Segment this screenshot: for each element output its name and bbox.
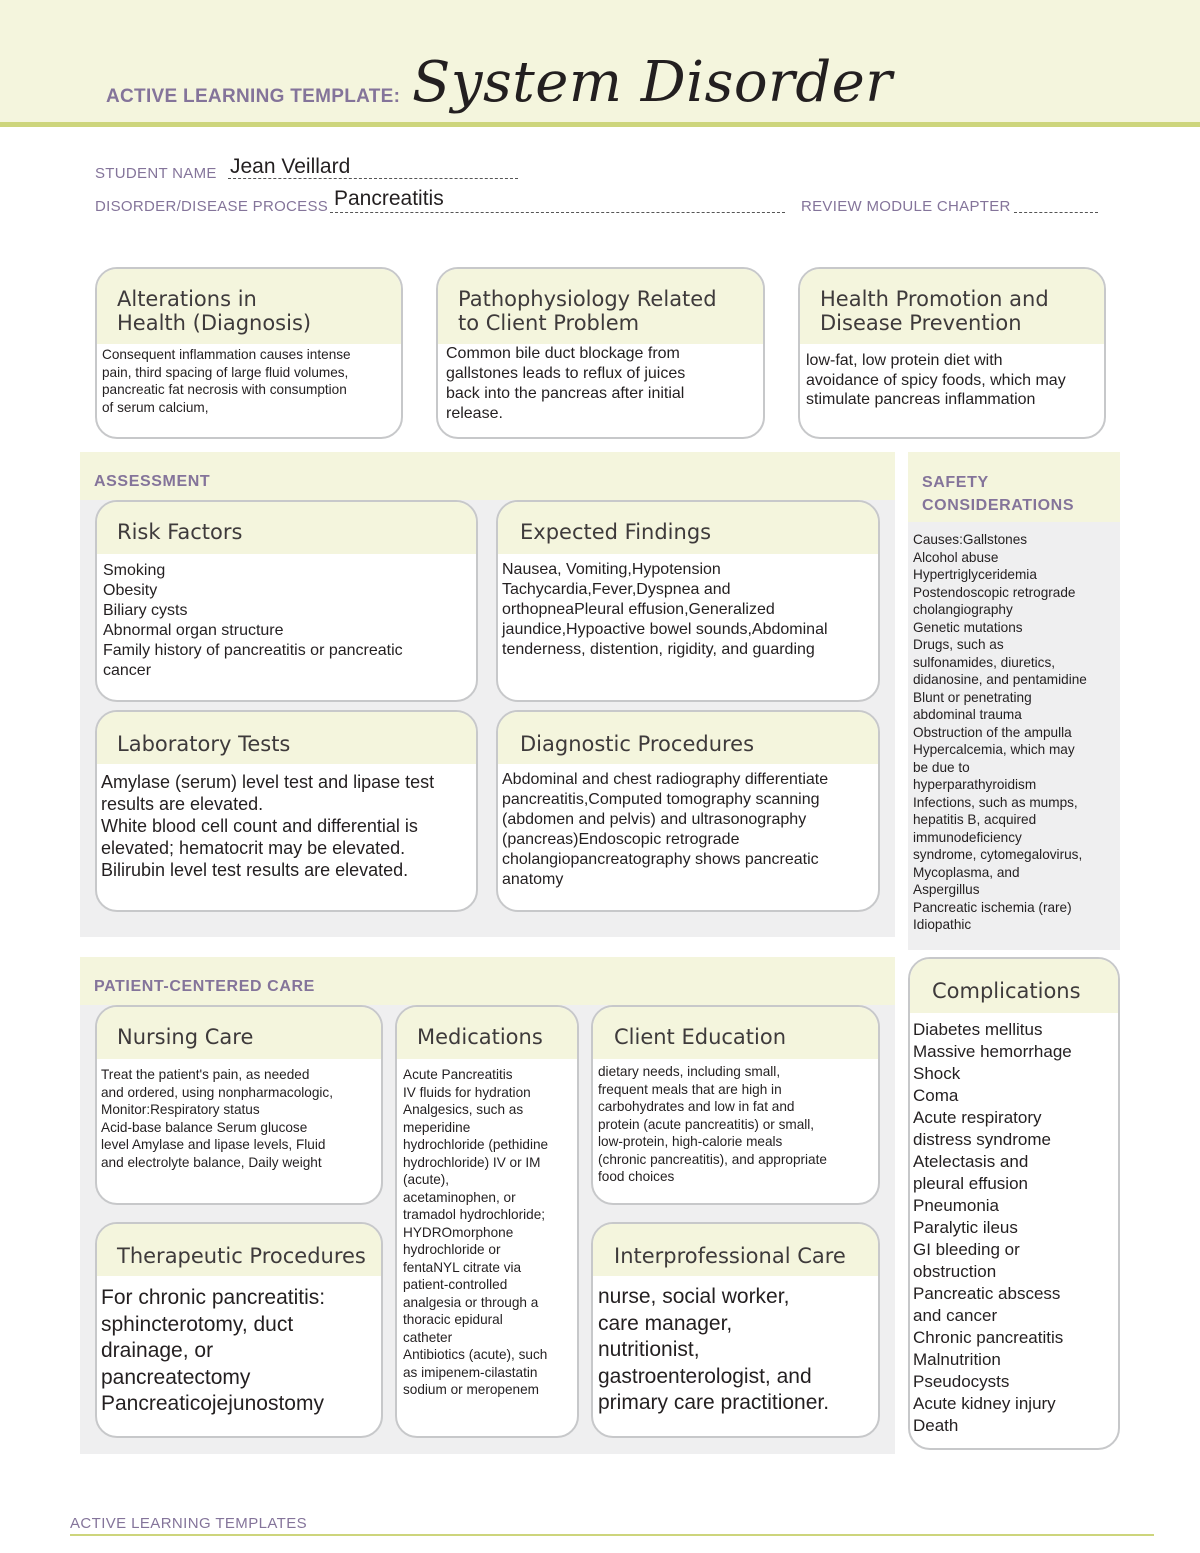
pathophysiology-box <box>436 267 765 439</box>
complications-body: Diabetes mellitus Massive hemorrhage Shock Coma Acute respiratory distress syndrome Atelectasis and pleural effusion Pneumonia Paralytic ileus GI bleeding or obstruction Pancreatic abscess and cancer Chronic pancreatitis Malnutrition Pseudocysts Acute kidney injury Death <box>913 1020 1072 1435</box>
client-education-title: Client Education <box>593 1007 878 1059</box>
nursing-care-body: Treat the patient's pain, as needed and ordered, using nonpharmacologic, Monitor:Respiratory status Acid-base balance Serum glucose level Amylase and lipase levels, Fluid and electrolyte balance, Daily weight <box>101 1067 334 1170</box>
therapeutic-procedures-title: Therapeutic Procedures <box>97 1224 381 1276</box>
expected-findings-box <box>496 500 880 702</box>
alterations-body: Consequent inflammation causes intense pain, third spacing of large fluid volumes, pancreatic fat necrosis with consumption of serum calcium, <box>102 347 351 415</box>
pathophysiology-title: Pathophysiology Related to Client Problem <box>438 269 763 344</box>
student-name-field[interactable]: Jean Veillard <box>230 155 351 178</box>
disorder-label: DISORDER/DISEASE PROCESS <box>95 198 329 215</box>
interprofessional-care-title: Interprofessional Care <box>593 1224 878 1276</box>
safety-body: Causes:Gallstones Alcohol abuse Hypertriglyceridemia Postendoscopic retrograde cholangiography Genetic mutations Drugs, such as sulfonamides, diuretics, didanosine, and pentamidine Blunt or penetrating abdominal trauma Obstruction of the ampulla Hypercalcemia, which may be due to hyperparathyroidism Infections, such as mumps, hepatitis B, acquired immunodeficiency syndrome, cytomegalovirus, Mycoplasma, and Aspergillus Pancreatic ischemia (rare) Idiopathic <box>913 532 1087 932</box>
medications-body: Acute Pancreatitis IV fluids for hydration Analgesics, such as meperidine hydrochloride (pethidine hydrochloride) IV or IM (acute), acetaminophen, or tramadol hydrochloride; HYDROmorphone hydrochloride or fentaNYL citrate via patient-controlled analgesia or through a thoracic epidural catheter Antibiotics (acute), such as imipenem-cilastatin sodium or meropenem <box>403 1067 549 1397</box>
health-promotion-body: low-fat, low protein diet with avoidance of spicy foods, which may stimulate pancreas inflammation <box>806 352 1066 408</box>
medications-title: Medications <box>397 1007 577 1059</box>
alterations-title: Alterations in Health (Diagnosis) <box>97 269 401 344</box>
therapeutic-procedures-body: For chronic pancreatitis: sphincterotomy, duct drainage, or pancreatectomy Pancreaticojejunostomy <box>101 1286 326 1415</box>
alterations-box <box>95 267 403 439</box>
laboratory-tests-title: Laboratory Tests <box>97 712 476 764</box>
interprofessional-care-body: nurse, social worker, care manager, nutritionist, gastroenterologist, and primary care practitioner. <box>598 1285 830 1414</box>
risk-factors-title: Risk Factors <box>97 502 476 554</box>
footer-rule <box>70 1534 1154 1536</box>
expected-findings-body: Nausea, Vomiting,Hypotension Tachycardia,Fever,Dyspnea and orthopneaPleural effusion,Generalized jaundice,Hypoactive bowel sounds,Abdominal tenderness, distention, rigidity, and guarding <box>502 561 828 658</box>
complications-title: Complications <box>910 959 1118 1013</box>
nursing-care-box <box>95 1005 383 1205</box>
risk-factors-body: Smoking Obesity Biliary cysts Abnormal organ structure Family history of pancreatitis or pancreatic cancer <box>103 562 403 679</box>
client-education-box <box>591 1005 880 1205</box>
interprofessional-care-box <box>591 1222 880 1438</box>
nursing-care-title: Nursing Care <box>97 1007 381 1059</box>
disorder-field[interactable]: Pancreatitis <box>334 187 444 210</box>
review-module-field[interactable] <box>1014 212 1098 213</box>
laboratory-tests-body: Amylase (serum) level test and lipase test results are elevated. White blood cell count and differential is elevated; hematocrit may be elevated. Bilirubin level test results are elevated. <box>101 772 435 880</box>
header-rule <box>0 122 1200 127</box>
risk-factors-box <box>95 500 478 702</box>
assessment-title: ASSESSMENT <box>94 473 211 490</box>
laboratory-tests-box <box>95 710 478 912</box>
disorder-line <box>330 212 785 213</box>
template-title: System Disorder <box>412 50 893 115</box>
health-promotion-box <box>798 267 1106 439</box>
diagnostic-procedures-title: Diagnostic Procedures <box>498 712 878 764</box>
therapeutic-procedures-box <box>95 1222 383 1438</box>
health-promotion-title: Health Promotion and Disease Prevention <box>800 269 1104 344</box>
student-name-label: STUDENT NAME <box>95 165 217 182</box>
client-education-body: dietary needs, including small, frequent meals that are high in carbohydrates and low in fat and protein (acute pancreatitis) or small, low-protein, high-calorie meals (chronic pancreatitis), and appropriate food choices <box>598 1064 827 1184</box>
review-module-label: REVIEW MODULE CHAPTER <box>801 198 1011 215</box>
pathophysiology-body: Common bile duct blockage from gallstones leads to reflux of juices back into the pancreas after initial release. <box>446 345 686 422</box>
safety-title: SAFETY CONSIDERATIONS <box>922 474 1075 514</box>
diagnostic-procedures-box <box>496 710 880 912</box>
patient-care-title: PATIENT-CENTERED CARE <box>94 978 315 995</box>
template-label: ACTIVE LEARNING TEMPLATE: <box>106 86 401 107</box>
medications-box <box>395 1005 579 1438</box>
diagnostic-procedures-body: Abdominal and chest radiography differentiate pancreatitis,Computed tomography scanning (abdomen and pelvis) and ultrasonography (pancreas)Endoscopic retrograde cholangiopancreatography shows pancreatic anatomy <box>502 771 829 888</box>
footer-text: ACTIVE LEARNING TEMPLATES <box>70 1515 307 1532</box>
complications-box <box>908 957 1120 1450</box>
expected-findings-title: Expected Findings <box>498 502 878 554</box>
